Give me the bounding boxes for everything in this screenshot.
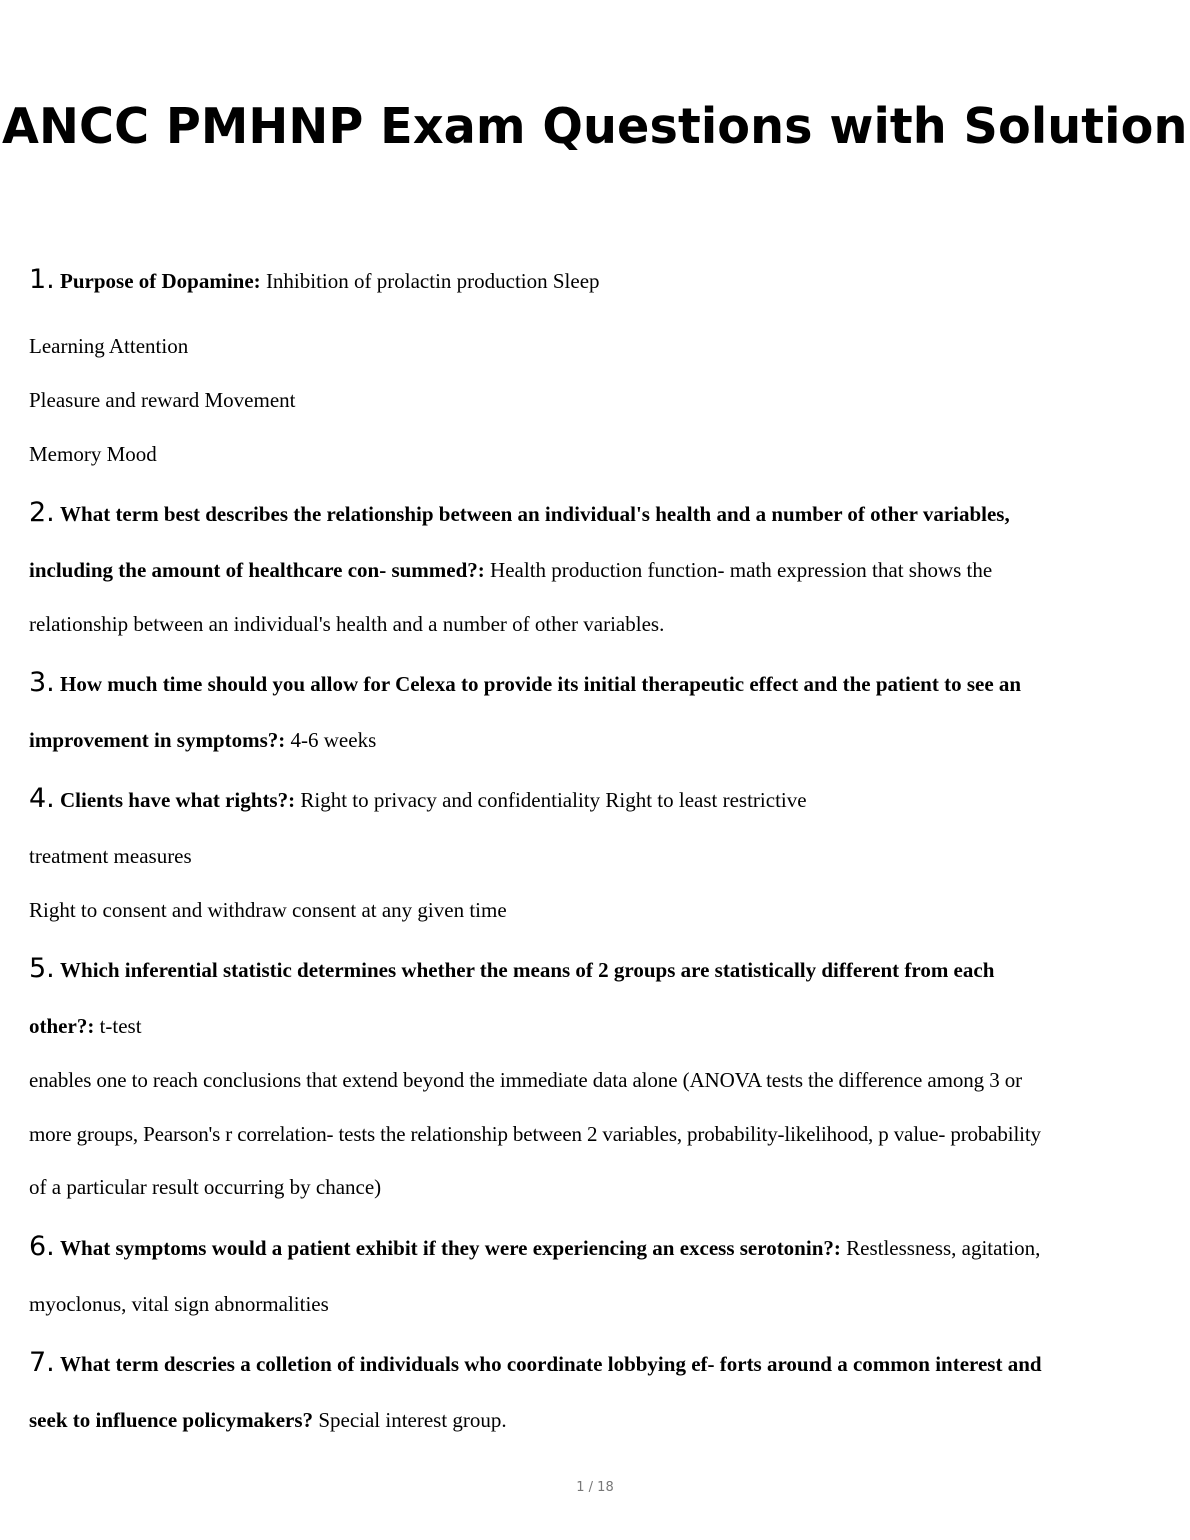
question-1 [29,266,600,295]
answer-line: Memory Mood [29,442,157,466]
answer-line: myoclonus, vital sign abnormalities [29,1292,329,1316]
question-7-continued [29,1406,507,1434]
question-number: 4. [29,783,55,814]
question-text: How much time should you allow for Celexa to provide its initial therapeutic effect and the patient to see an [60,672,1022,696]
question-text: other?: [29,1014,95,1038]
question-5 [29,955,994,984]
answer-line: treatment measures [29,844,192,868]
answer-line: Learning Attention [29,334,189,358]
answer-line: more groups, Pearson's r correlation- tests the relationship between 2 variables, probability-likelihood, p value- probability [29,1122,1041,1146]
question-number: 1. [29,264,55,295]
answer-text: Inhibition of prolactin production Sleep [265,269,600,293]
question-5-continued [29,1012,142,1040]
question-2-continued [29,556,992,584]
answer-text: Restlessness, agitation, [846,1236,1041,1260]
answer-line: Right to consent and withdraw consent at any given time [29,898,507,922]
answer-text: Health production function- math expression that shows the [490,558,993,582]
page-indicator: 1 / 18 [576,1480,614,1495]
question-number: 3. [29,667,55,698]
question-text: improvement in symptoms?: [29,728,286,752]
question-text: seek to influence policymakers? [29,1408,314,1432]
question-4 [29,785,807,814]
question-number: 6. [29,1231,55,1262]
question-3-continued [29,726,376,754]
question-number: 7. [29,1347,55,1378]
question-text: Purpose of Dopamine: [60,269,261,293]
answer-line: relationship between an individual's health and a number of other variables. [29,612,665,636]
question-6 [29,1233,1040,1262]
question-text: including the amount of healthcare con- summed?: [29,558,485,582]
answer-line: enables one to reach conclusions that extend beyond the immediate data alone (ANOVA tests the difference among 3 or [29,1068,1023,1092]
question-7 [29,1349,1042,1378]
answer-line: Pleasure and reward Movement [29,388,296,412]
question-text: Which inferential statistic determines whether the means of 2 groups are statistically different from each [60,958,995,982]
question-text: What symptoms would a patient exhibit if they were experiencing an excess serotonin?: [60,1236,841,1260]
answer-text: Special interest group. [318,1408,507,1432]
question-text: What term descries a colletion of individuals who coordinate lobbying ef- forts around a common interest and [60,1352,1042,1376]
question-number: 5. [29,953,55,984]
answer-line: of a particular result occurring by chance) [29,1175,382,1199]
question-2 [29,499,1010,528]
question-3 [29,669,1021,698]
answer-text: t-test [99,1014,142,1038]
answer-text: 4-6 weeks [290,728,377,752]
question-text: What term best describes the relationship between an individual's health and a number of other variables, [60,502,1010,526]
question-text: Clients have what rights?: [60,788,296,812]
answer-text: Right to privacy and confidentiality Right to least restrictive [300,788,807,812]
question-number: 2. [29,497,55,528]
document-title: ANCC PMHNP Exam Questions with Solution [2,98,1188,155]
